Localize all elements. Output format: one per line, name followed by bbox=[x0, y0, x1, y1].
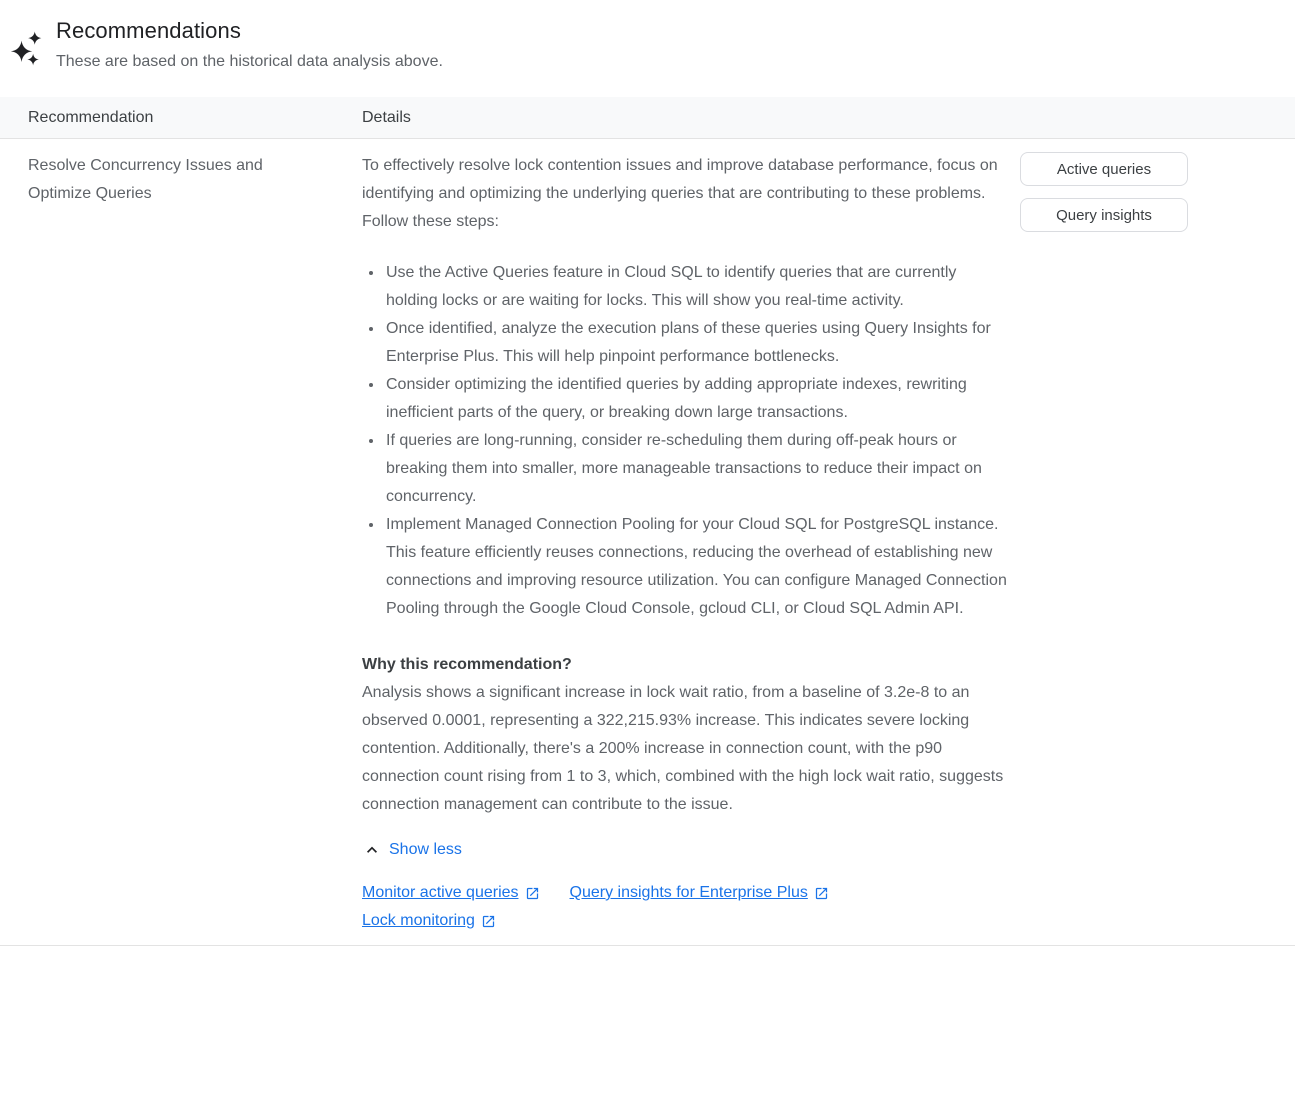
bullet-item: • Implement Managed Connection Pooling for your Cloud SQL for PostgreSQL instance. This feature efficiently reuses connections, reducing the overhead of establishing new connections and improving resource utilization. You can configure Managed Connection Pooling through the Google Cloud Console, gcloud CLI, or Cloud SQL Admin API. bbox=[384, 511, 1010, 623]
table-row bbox=[0, 139, 1295, 946]
why-recommendation-heading: Why this recommendation? bbox=[362, 656, 572, 673]
details-cell bbox=[362, 152, 1010, 935]
show-less-label: Show less bbox=[389, 841, 462, 858]
bullet-item: • Use the Active Queries feature in Cloud SQL to identify queries that are currently holding locks or are waiting for locks. This will show you real-time activity. bbox=[384, 259, 1010, 315]
details-bullet-list bbox=[362, 259, 1010, 623]
gemini-sparkle-icon bbox=[10, 28, 43, 68]
recommendation-title: Resolve Concurrency Issues and Optimize Queries bbox=[28, 157, 263, 202]
active-queries-label: Active queries bbox=[1056, 160, 1152, 178]
link-query-insights-enterprise-plus[interactable]: Query insights for Enterprise Plus bbox=[570, 879, 829, 907]
page-subtitle: These are based on the historical data analysis above. bbox=[56, 53, 443, 70]
why-recommendation-text: Analysis shows a significant increase in lock wait ratio, from a baseline of 3.2e-8 to an observed 0.0001, representing a 322,215.93% increase. This indicates severe locking contention. Additionally, there's a 200% increase in connection count, with the p90 connection count rising from 1 to 3, which, combined with the high lock wait ratio, suggests connection management can contribute to the issue. bbox=[362, 684, 1004, 813]
details-intro: To effectively resolve lock contention issues and improve database performance, focus on identifying and optimizing the underlying queries that are contributing to these problems. Follow these steps: bbox=[362, 157, 998, 230]
show-less-link[interactable] bbox=[362, 836, 462, 864]
query-insights-label: Query insights bbox=[1056, 206, 1152, 224]
active-queries-button[interactable] bbox=[1020, 152, 1188, 186]
link-lock-monitoring[interactable]: Lock monitoring bbox=[362, 907, 496, 935]
related-links bbox=[362, 879, 922, 935]
bullet-item: • Once identified, analyze the execution plans of these queries using Query Insights for Enterprise Plus. This will help pinpoint performance bottlenecks. bbox=[384, 315, 1010, 371]
link-monitor-active-queries[interactable]: Monitor active queries bbox=[362, 879, 540, 907]
page-title: Recommendations bbox=[56, 18, 241, 43]
external-link-icon bbox=[525, 886, 540, 901]
column-header-recommendation: Recommendation bbox=[28, 108, 154, 126]
bullet-item: • Consider optimizing the identified queries by adding appropriate indexes, rewriting inefficient parts of the query, or breaking down large transactions. bbox=[384, 371, 1010, 427]
table-header bbox=[0, 97, 1295, 139]
column-header-details: Details bbox=[362, 108, 411, 126]
bullet-item: • If queries are long-running, consider re-scheduling them during off-peak hours or breaking them into smaller, more manageable transactions to reduce their impact on concurrency. bbox=[384, 427, 1010, 511]
query-insights-button[interactable] bbox=[1020, 198, 1188, 232]
panel-header bbox=[0, 0, 1295, 71]
actions-cell bbox=[1010, 152, 1295, 935]
external-link-icon bbox=[481, 914, 496, 929]
external-link-icon bbox=[814, 886, 829, 901]
chevron-up-icon bbox=[362, 840, 382, 860]
